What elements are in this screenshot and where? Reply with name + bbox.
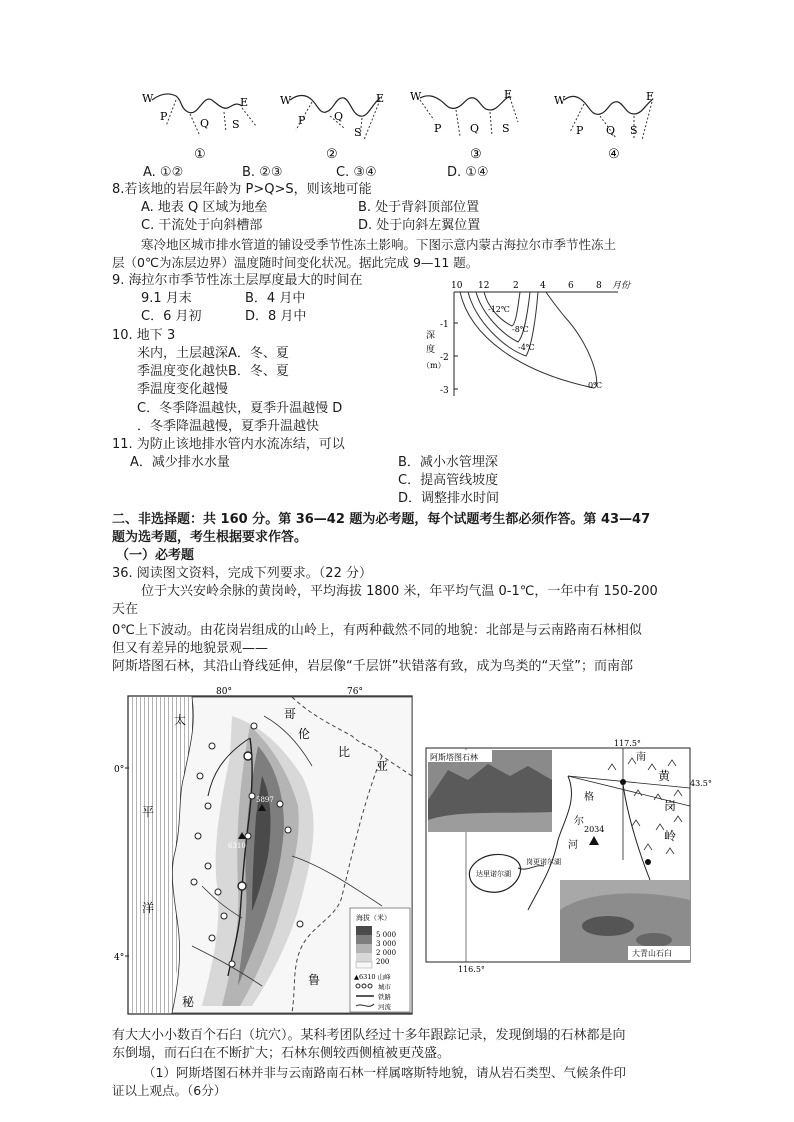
d1-num: ①: [194, 147, 206, 162]
legend-5000: 5 000: [376, 931, 397, 939]
q11-option-d: D．调整排水时间: [398, 491, 500, 506]
q10-line-6: ．冬季降温越慢，夏季升温越快: [137, 419, 320, 434]
q11-option-a: A．减少排水水量: [130, 455, 230, 470]
d1-w: W: [142, 92, 154, 105]
d3-num: ③: [470, 147, 482, 162]
d1-q: Q: [200, 117, 210, 130]
frost-isotherm-12: -12℃: [488, 305, 510, 314]
legend-rail: 铁路: [378, 993, 391, 1001]
legend-peak: ▲6310 山峰: [354, 973, 391, 981]
frost-x-tick-6: 6: [568, 281, 574, 291]
frost-x-tick-10: 10: [451, 281, 463, 291]
peak-5897: 5897: [256, 796, 274, 804]
legend-200: 200: [376, 958, 390, 966]
q9-option-b: B．4 月中: [245, 291, 306, 306]
q8-option-c: C. 干流处于向斜槽部: [141, 218, 263, 233]
q11-option-c: C．提高管线坡度: [398, 473, 499, 488]
frost-depth-chart: [418, 276, 638, 402]
diagram-1: [142, 92, 256, 162]
frost-y-tick-2: -2: [440, 353, 449, 363]
lat-4: 4°: [114, 953, 125, 963]
d3-q: Q: [470, 122, 480, 135]
frost-isotherm-0: 0℃: [588, 381, 603, 390]
frost-x-tick-8: 8: [596, 281, 602, 291]
range-gang: 岗: [664, 799, 677, 813]
d2-w: W: [280, 94, 292, 107]
river-he: 河: [568, 840, 578, 851]
d1-p: P: [160, 110, 168, 123]
frost-chart-svg: [418, 276, 638, 402]
legend-title: 海拔（米）: [356, 914, 391, 922]
d3-e: E: [504, 88, 513, 101]
structure-diagrams: [130, 86, 670, 166]
frost-y-tick-1: -1: [440, 320, 449, 330]
q36-para-4: 但又有差异的地貌景观——: [112, 641, 269, 656]
q8-stem: 8.若该地的岩层年龄为 P>Q>S，则该地可能: [112, 182, 372, 197]
place-bi2: 秘: [182, 995, 195, 1009]
d4-q: Q: [606, 124, 616, 137]
diagram-4: [554, 90, 654, 162]
q9-option-a: 9.1 月末: [141, 291, 192, 306]
q8-option-a: A. 地表 Q 区域为地垒: [141, 200, 268, 215]
q7-option-c: C. ③④: [336, 165, 377, 180]
lon-117-5: 117.5°: [614, 739, 641, 748]
q10-line-2: 米内，土层越深A．冬、夏: [137, 346, 289, 361]
d2-e: E: [376, 92, 385, 105]
d1-s: S: [232, 118, 240, 131]
q36-para-3: 0℃上下波动。由花岗岩组成的山岭上，有两种截然不同的地貌：北部是与云南路南石林相似: [112, 623, 642, 638]
range-huang: 黄: [658, 769, 671, 783]
d2-p: P: [298, 114, 306, 127]
peak-2034: 2034: [584, 825, 605, 834]
q8-option-d: D. 处于向斜左翼位置: [358, 218, 481, 233]
legend-2000: 2 000: [376, 949, 397, 957]
d2-q: Q: [334, 110, 344, 123]
diagram-2: [280, 92, 384, 162]
frost-isotherm-8: -8℃: [512, 325, 529, 334]
q7-option-d: D. ①④: [447, 165, 489, 180]
lake-label: 达里诺尔湖: [476, 870, 511, 878]
q9-option-d: D．8 月中: [245, 309, 307, 324]
place-lu: 鲁: [308, 973, 321, 987]
huanggangling-map-svg: [418, 739, 712, 976]
q10-line-5: C．冬季降温越快，夏季升温越慢 D: [137, 401, 343, 416]
place-tai: 太: [174, 713, 187, 727]
d4-s: S: [630, 124, 638, 137]
frost-y-label-1: 深: [426, 331, 436, 341]
q9-option-c: C．6 月初: [141, 309, 202, 324]
peak-6310: 6310: [228, 842, 246, 850]
place-ge: 哥: [284, 707, 297, 721]
d4-w: W: [554, 94, 566, 107]
q9-stem: 9. 海拉尔市季节性冻土层厚度最大的时间在: [112, 273, 363, 288]
q11-stem: 11. 为防止该地排水管内水流冻结，可以: [112, 437, 345, 452]
q36-para-5: 阿斯塔图石林，其沿山脊线延伸，岩层像“千层饼”状错落有致，成为鸟类的“天堂”；而南部: [112, 659, 633, 674]
d4-p: P: [576, 124, 584, 137]
huanggangling-map: [418, 739, 712, 976]
q10-line-1: 10. 地下 3: [112, 328, 176, 343]
frost-x-tick-2: 2: [513, 281, 519, 291]
q10-line-4: 季温度变化越慢: [137, 382, 229, 397]
q36-sub1-line-a: （1）阿斯塔图石林并非与云南路南石林一样属喀斯特地貌，请从岩石类型、气候条件印: [143, 1065, 626, 1080]
q7-option-b: B. ②③: [242, 165, 283, 180]
photo1-label: 阿斯塔图石林: [430, 753, 478, 762]
river-er: 尔: [574, 816, 584, 827]
frost-isotherm-4: -4℃: [518, 343, 535, 352]
river-ge: 格: [584, 792, 594, 803]
q10-line-3: 季温度变化越快B．冬、夏: [137, 364, 289, 379]
structure-diagrams-svg: [130, 86, 670, 166]
d3-p: P: [434, 122, 442, 135]
q11-option-b: B．减小水管埋深: [398, 455, 498, 470]
frost-y-label-3: （m）: [422, 361, 446, 370]
section2-line-1: 二、非选择题：共 160 分。第 36—42 题为必考题，每个试题考生都必须作答。第 43—47: [112, 512, 651, 527]
place-ping: 平: [142, 805, 155, 819]
d1-e: E: [240, 96, 249, 109]
frost-y-tick-3: -3: [440, 386, 449, 396]
d2-s: S: [354, 126, 362, 139]
lake2-label: 岗更诺尔湖: [526, 858, 561, 866]
lon-76: 76°: [347, 687, 363, 697]
place-yang: 洋: [142, 901, 155, 915]
q7-option-a: A. ①②: [143, 165, 184, 180]
nan-char: 南: [636, 752, 646, 763]
d2-num: ②: [326, 147, 338, 162]
legend-river: 河流: [378, 1003, 391, 1011]
frost-y-label-2: 度: [426, 345, 436, 355]
place-lun: 伦: [298, 727, 311, 741]
intro-line-2: 层（0℃为冻层边界）温度随时间变化状况。据此完成 9—11 题。: [112, 255, 479, 270]
diagram-3: [410, 88, 518, 162]
q36-stem: 36. 阅读图文资料，完成下列要求。（22 分）: [112, 566, 372, 581]
d4-e: E: [646, 90, 655, 103]
q36-para-2: 天在: [112, 602, 139, 617]
lon-80: 80°: [216, 687, 232, 697]
photo2-label: 大青山石臼: [632, 949, 672, 958]
frost-x-tick-4: 4: [540, 281, 546, 291]
andes-map-svg: [112, 686, 414, 1018]
intro-line-1: 寒冷地区城市排水管道的铺设受季节性冻土影响。下图示意内蒙古海拉尔市季节性冻土: [141, 237, 617, 252]
section2-subtitle: （一）必考题: [116, 548, 195, 563]
lon-116-5: 116.5°: [458, 965, 485, 974]
section2-line-2: 题为选考题，考生根据要求作答。: [112, 530, 308, 545]
q36-para-6: 有大大小小数百个石臼（坑穴）。某科考团队经过十多年跟踪记录，发现倒塌的石林都是向: [112, 1028, 626, 1043]
place-bi: 比: [338, 745, 351, 759]
q8-option-b: B. 处于背斜顶部位置: [358, 200, 480, 215]
lat-43-5: 43.5°: [690, 779, 712, 788]
q36-sub1-line-b: 证以上观点。（6分）: [112, 1083, 227, 1098]
legend-city: 城市: [378, 983, 391, 991]
legend-3000: 3 000: [376, 940, 397, 948]
d3-w: W: [410, 90, 422, 103]
q36-para-7: 东倒塌，而石臼在不断扩大；石林东侧较西侧植被更茂盛。: [112, 1046, 451, 1061]
frost-month-label: 月份: [612, 281, 631, 291]
q36-para-1: 位于大兴安岭余脉的黄岗岭，平均海拔 1800 米，年平均气温 0-1℃，一年中有 150-200: [141, 584, 658, 599]
place-ya: 亚: [376, 759, 389, 773]
frost-x-tick-12: 12: [478, 281, 490, 291]
lat-0: 0°: [114, 765, 125, 775]
d3-s: S: [502, 122, 510, 135]
d4-num: ④: [608, 147, 620, 162]
range-ling: 岭: [664, 829, 677, 843]
andes-map: [112, 686, 414, 1018]
